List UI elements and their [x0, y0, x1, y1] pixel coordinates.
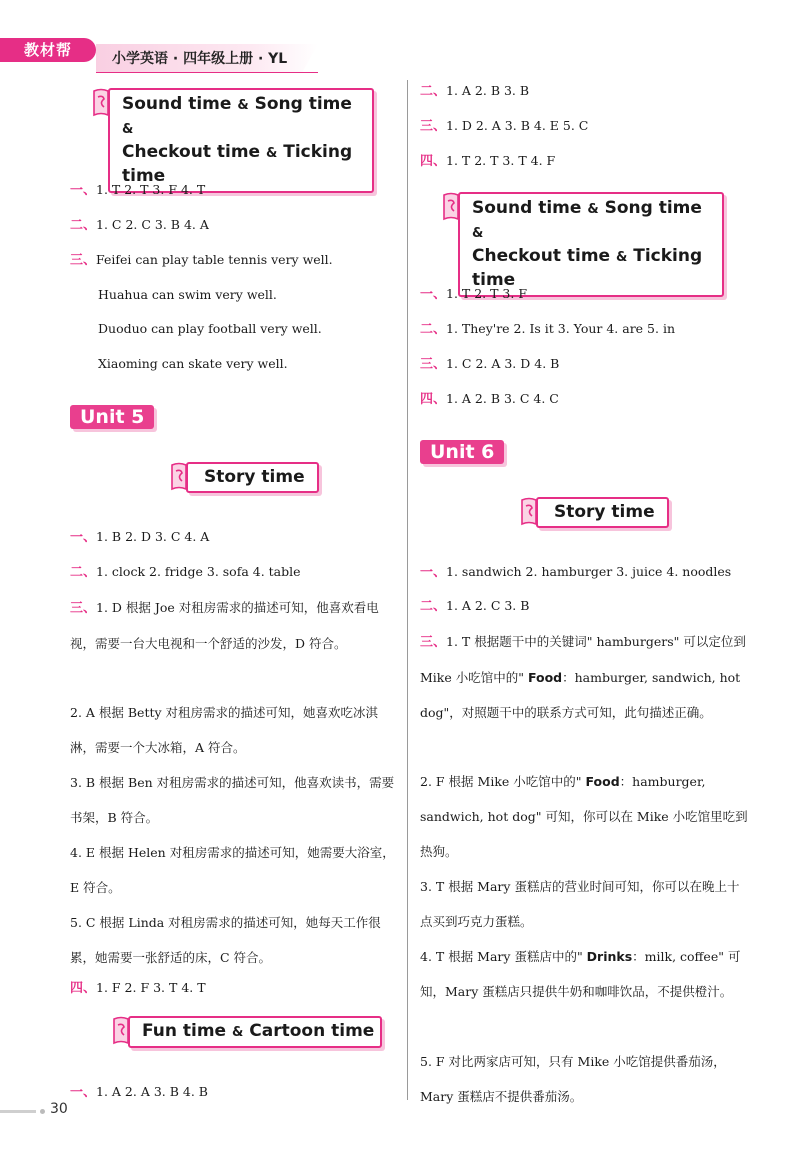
scroll-icon [440, 192, 462, 222]
section-banner-fun-cartoon: Fun time & Cartoon time [110, 1016, 382, 1048]
banner-text: Fun time [142, 1021, 227, 1041]
answer-paragraph: 3. T 根据 Mary 蛋糕店的营业时间可知，你可以在晚上十点买到巧克力蛋糕。 [420, 879, 740, 929]
banner-text: Story time [204, 467, 305, 487]
answer-line: 三、1. C 2. A 3. D 4. B [420, 356, 560, 372]
page-number-bar [0, 1110, 36, 1113]
scroll-icon [90, 88, 112, 118]
section-banner-sound-song-checkout-ticking: Sound time & Song time & Checkout time & Ticking time [90, 88, 374, 193]
scroll-icon [110, 1016, 132, 1046]
answer-line: 四、1. F 2. F 3. T 4. T [70, 980, 206, 996]
answer-paragraph: 2. F 根据 Mike 小吃馆中的" Food：hamburger, sandwich, hot dog" 可知，你可以在 Mike 小吃馆里吃到热狗。 [420, 774, 748, 859]
section-banner-sound-song-checkout-ticking: Sound time & Song time & Checkout time & Ticking time [440, 192, 724, 297]
answer-paragraph: 5. C 根据 Linda 对租房需求的描述可知，她每天工作很累，她需要一张舒适的床，C 符合。 [70, 915, 381, 965]
answer-line: 四、1. T 2. T 3. T 4. F [420, 153, 556, 169]
scroll-icon [518, 497, 540, 527]
answer-sentence: Xiaoming can skate very well. [98, 356, 288, 371]
answer-line: 一、1. T 2. T 3. F [420, 286, 528, 302]
answer-line: 二、1. A 2. C 3. B [420, 598, 530, 614]
answer-sentence: Huahua can swim very well. [98, 287, 277, 302]
answer-line: 二、1. clock 2. fridge 3. sofa 4. table [70, 564, 301, 580]
answer-line: 二、1. They're 2. Is it 3. Your 4. are 5. in [420, 321, 676, 337]
answer-line: 一、1. B 2. D 3. C 4. A [70, 529, 210, 545]
banner-text: Sound time [472, 198, 582, 218]
answer-paragraph: 三、1. T 根据题干中的关键词" hamburgers" 可以定位到 Mike 小吃馆中的" Food：hamburger, sandwich, hot dog"，对照题干中的联系方式可知，此句描述正确。 [420, 634, 746, 720]
column-divider [407, 80, 408, 1100]
answer-paragraph: 4. T 根据 Mary 蛋糕店中的" Drinks：milk, coffee" 可知，Mary 蛋糕店只提供牛奶和咖啡饮品，不提供橙汁。 [420, 949, 741, 999]
answer-line: 一、1. sandwich 2. hamburger 3. juice 4. noodles [420, 564, 732, 580]
answer-line: 一、1. T 2. T 3. F 4. T [70, 182, 206, 198]
banner-text: Story time [554, 502, 655, 522]
section-banner-story-time [518, 497, 669, 528]
header-badge: 教材帮 [0, 38, 96, 62]
answer-line: 一、1. A 2. A 3. B 4. B [70, 1084, 208, 1100]
page-number: 30 [50, 1101, 68, 1117]
answer-line: 四、1. A 2. B 3. C 4. C [420, 391, 559, 407]
answer-line: 二、1. A 2. B 3. B [420, 83, 530, 99]
header-title: 小学英语 · 四年级上册 · YL [112, 51, 288, 67]
answer-paragraph: 4. E 根据 Helen 对租房需求的描述可知，她需要大浴室，E 符合。 [70, 845, 395, 895]
unit-6-badge: Unit 6 [420, 440, 504, 464]
scroll-icon [168, 462, 190, 492]
section-banner-story-time [168, 462, 319, 493]
answer-paragraph: 2. A 根据 Betty 对租房需求的描述可知，她喜欢吃冰淇淋，需要一个大冰箱，A 符合。 [70, 705, 379, 755]
answer-line: 三、1. D 2. A 3. B 4. E 5. C [420, 118, 589, 134]
banner-text: Sound time [122, 94, 232, 114]
answer-paragraph: 5. F 对比两家店可知，只有 Mike 小吃馆提供番茄汤，Mary 蛋糕店不提供番茄汤。 [420, 1054, 726, 1104]
answer-line: 二、1. C 2. C 3. B 4. A [70, 217, 209, 233]
answer-line: 三、Feifei can play table tennis very well. [70, 252, 333, 268]
unit-5-badge: Unit 5 [70, 405, 154, 429]
header-underline [96, 72, 318, 73]
page-number-dot [40, 1109, 45, 1114]
answer-sentence: Duoduo can play football very well. [98, 321, 322, 336]
answer-paragraph: 3. B 根据 Ben 对租房需求的描述可知，他喜欢读书，需要书架，B 符合。 [70, 775, 395, 825]
answer-paragraph: 三、1. D 根据 Joe 对租房需求的描述可知，他喜欢看电视，需要一台大电视和一个舒适的沙发，D 符合。 [70, 600, 379, 651]
